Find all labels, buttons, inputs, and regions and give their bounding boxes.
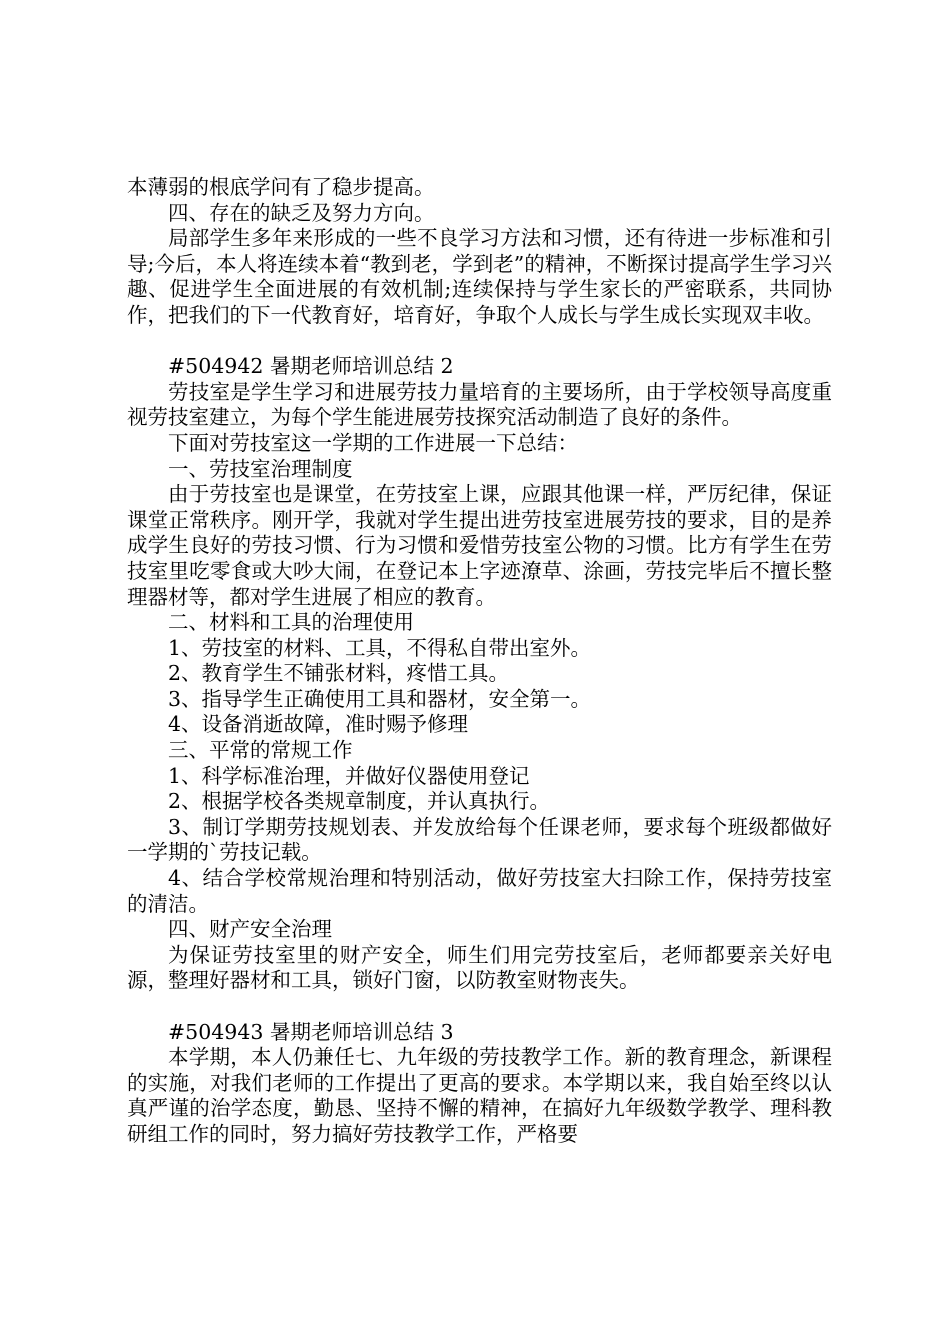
paragraph: 劳技室是学生学习和进展劳技力量培育的主要场所，由于学校领导高度重视劳技室建立，为每个学生能进展劳技探究活动制造了良好的条件。 — [127, 379, 832, 430]
paragraph: 本薄弱的根底学问有了稳步提高。 — [127, 175, 435, 199]
paragraph: 三、平常的常规工作 — [168, 738, 353, 763]
paragraph: 2、教育学生不铺张材料，疼惜工具。 — [168, 661, 510, 686]
document-body — [127, 175, 832, 1148]
paragraph: 为保证劳技室里的财产安全，师生们用完劳技室后，老师都要亲关好电源，整理好器材和工具，锁好门窗，以防教室财物丧失。 — [127, 942, 832, 993]
section-heading: #504943 暑期老师培训总结 3 — [168, 1019, 454, 1044]
paragraph: 3、制订学期劳技规划表、并发放给每个任课老师，要求每个班级都做好一学期的`劳技记载。 — [127, 814, 832, 865]
paragraph: 四、财产安全治理 — [168, 917, 332, 942]
paragraph: 2、根据学校各类规章制度，并认真执行。 — [168, 789, 551, 814]
paragraph: 四、存在的缺乏及努力方向。 — [168, 200, 435, 225]
section-spacer — [127, 994, 832, 1020]
section-spacer — [127, 329, 832, 355]
paragraph: 本学期，本人仍兼任七、九年级的劳技教学工作。新的教育理念，新课程的实施，对我们老师的工作提出了更高的要求。本学期以来，我自始至终以认真严谨的治学态度，勤恳、坚持不懈的精神，在搞好九年级数学教学、理科教研组工作的同时，努力搞好劳技教学工作，严格要 — [127, 1045, 832, 1146]
paragraph: 3、指导学生正确使用工具和器材，安全第一。 — [168, 686, 592, 711]
paragraph: 由于劳技室也是课堂，在劳技室上课，应跟其他课一样，严厉纪律，保证课堂正常秩序。刚开学，我就对学生提出进劳技室进展劳技的要求，目的是养成学生良好的劳技习惯、行为习惯和爱惜劳技室公物的习惯。比方有学生在劳技室里吃零食或大吵大闹，在登记本上字迹潦草、涂画，劳技完毕后不擅长整理器材等，都对学生进展了相应的教育。 — [127, 482, 832, 609]
paragraph: 4、结合学校常规治理和特别活动，做好劳技室大扫除工作，保持劳技室的清洁。 — [127, 866, 832, 916]
paragraph: 二、材料和工具的治理使用 — [168, 610, 414, 635]
paragraph: 局部学生多年来形成的一些不良学习方法和习惯，还有待进一步标准和引导;今后，本人将连续本着“教到老，学到老”的精神，不断探讨提高学生学习兴趣、促进学生全面进展的有效机制;连续保持与学生家长的严密联系，共同协作，把我们的下一代教育好，培育好，争取个人成长与学生成长实现双丰收。 — [127, 226, 832, 327]
paragraph: 一、劳技室治理制度 — [168, 456, 353, 481]
paragraph: 1、劳技室的材料、工具，不得私自带出室外。 — [168, 635, 592, 660]
paragraph: 1、科学标准治理，并做好仪器使用登记 — [168, 763, 530, 788]
paragraph: 下面对劳技室这一学期的工作进展一下总结： — [168, 430, 578, 455]
section-heading: #504942 暑期老师培训总结 2 — [168, 354, 454, 379]
paragraph: 4、设备消逝故障，准时赐予修理 — [168, 712, 469, 737]
